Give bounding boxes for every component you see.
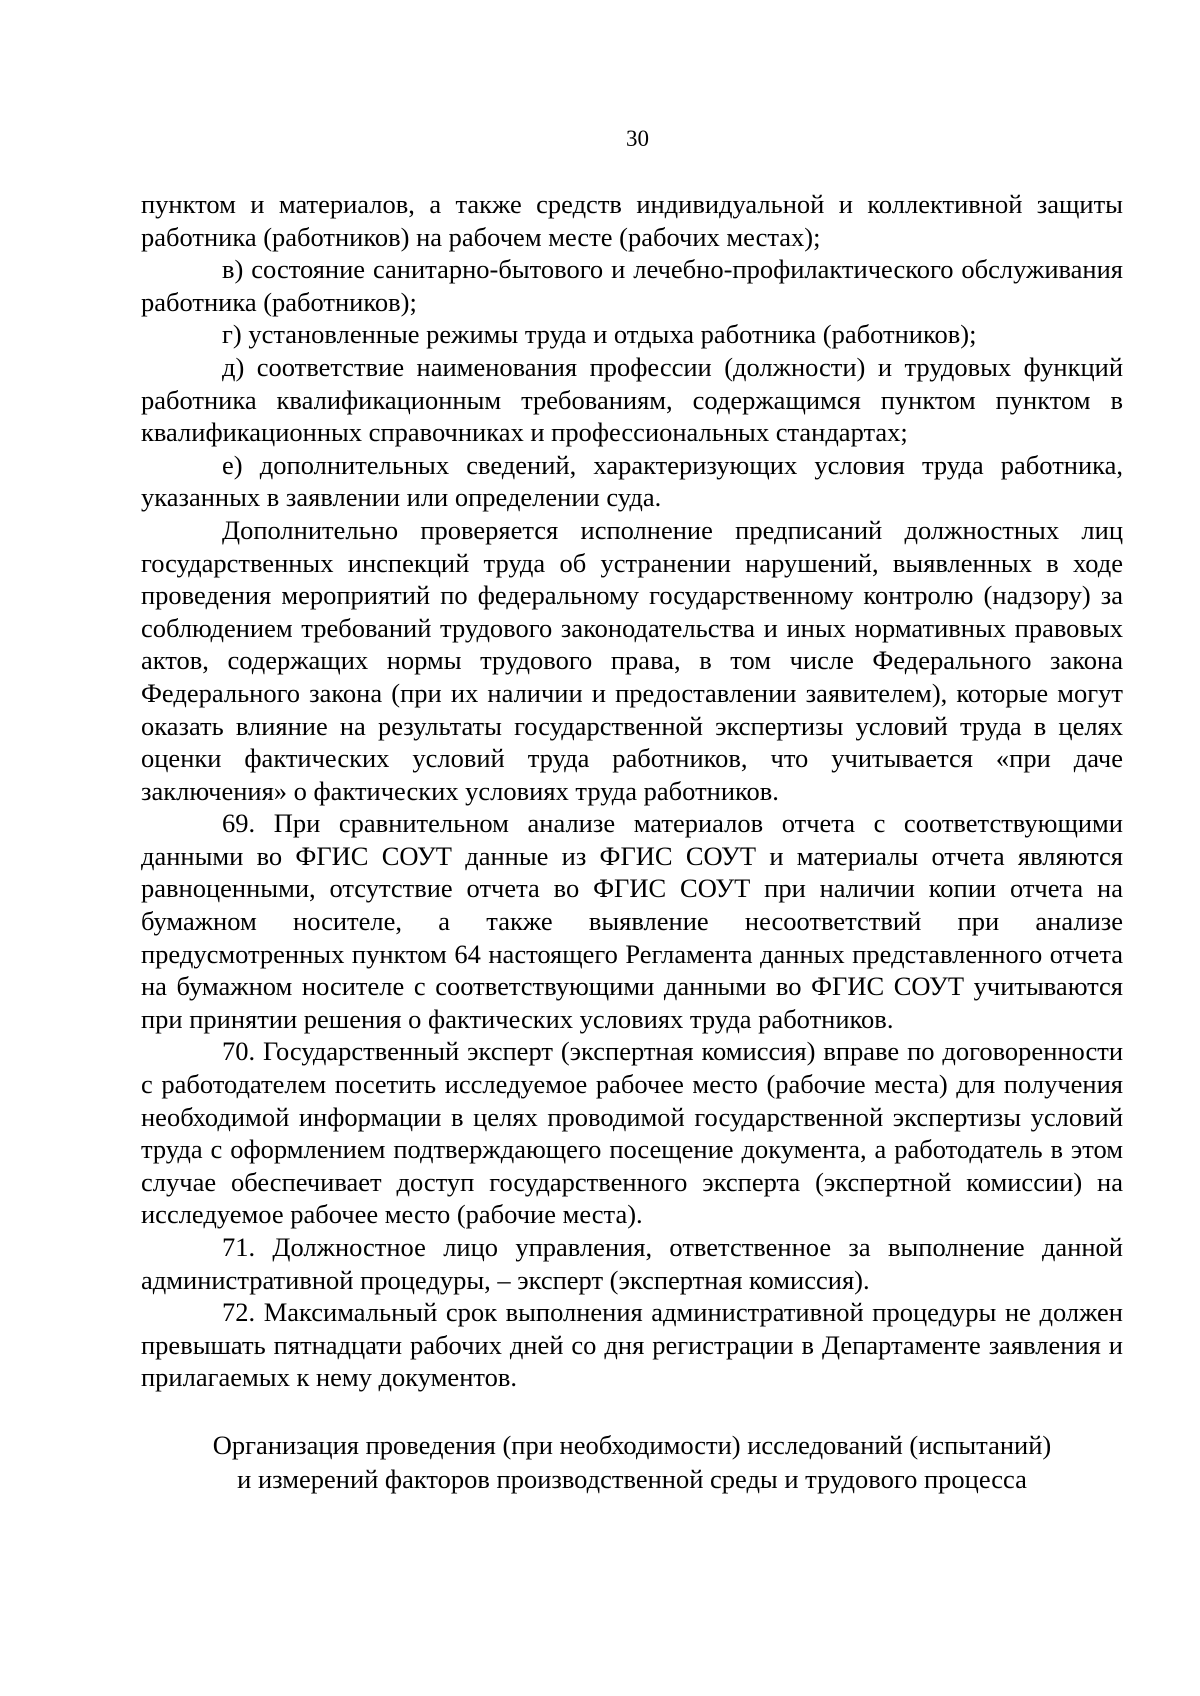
section-heading: [141, 1428, 1123, 1496]
paragraph-70: 70. Государственный эксперт (экспертная комиссия) вправе по договоренности с работодателем посетить исследуемое рабочее место (рабочие места) для получения необходимой информации в целях проводимой государственной экспертизы условий труда с оформлением подтверждающего посещение документа, а работодатель в этом случае обеспечивает доступ государственного эксперта (экспертной комиссии) на исследуемое рабочее место (рабочие места).: [141, 1036, 1123, 1230]
paragraph-item-e: е) дополнительных сведений, характеризующих условия труда работника, указанных в заявлении или определении суда.: [141, 449, 1123, 513]
paragraph-item-d: д) соответствие наименования профессии (должности) и трудовых функций работника квалификационным требованиям, содержащимся пунктом пунктом в квалификационных справочниках и профессиональных стандартах;: [141, 351, 1123, 448]
paragraph-69: 69. При сравнительном анализе материалов отчета с соответствующими данными во ФГИС СОУТ данные из ФГИС СОУТ и материалы отчета являются равноценными, отсутствие отчета во ФГИС СОУТ при наличии копии отчета на бумажном носителе, а также выявление несоответствий при анализе предусмотренных пунктом 64 настоящего Регламента данных представленного отчета на бумажном носителе с соответствующими данными во ФГИС СОУТ учитываются при принятии решения о фактических условиях труда работников.: [141, 808, 1123, 1034]
page-number: 30: [626, 126, 649, 151]
section-heading-line-1: Организация проведения (при необходимости) исследований (испытаний): [212, 1430, 1052, 1460]
paragraph-additional-check: Дополнительно проверяется исполнение предписаний должностных лиц государственных инспекций труда об устранении нарушений, выявленных в ходе проведения мероприятий по федеральному государственному контролю (надзору) за соблюдением требований трудового законодательства и иных нормативных правовых актов, содержащих нормы трудового права, в том числе Федерального закона Федерального закона (при их наличии и предоставлении заявителем), которые могут оказать влияние на результаты государственной экспертизы условий труда в целях оценки фактических условий труда работников, что учитывается «при даче заключения» о фактических условиях труда работников.: [141, 514, 1123, 806]
paragraph-item-g: г) установленные режимы труда и отдыха работника (работников);: [222, 319, 977, 350]
paragraph-item-v: в) состояние санитарно-бытового и лечебно-профилактического обслуживания работника (работников);: [141, 254, 1123, 317]
paragraph-continuation: пунктом и материалов, а также средств индивидуальной и коллективной защиты работника (работников) на рабочем месте (рабочих местах);: [141, 189, 1123, 252]
section-heading-line-2: и измерений факторов производственной среды и трудового процесса: [237, 1464, 1027, 1494]
paragraph-72: 72. Максимальный срок выполнения административной процедуры не должен превышать пятнадцати рабочих дней со дня регистрации в Департаменте заявления и прилагаемых к нему документов.: [141, 1297, 1123, 1393]
document-body: [141, 188, 1123, 1394]
paragraph-71: 71. Должностное лицо управления, ответственное за выполнение данной административной процедуры, – эксперт (экспертная комиссия).: [141, 1232, 1123, 1295]
